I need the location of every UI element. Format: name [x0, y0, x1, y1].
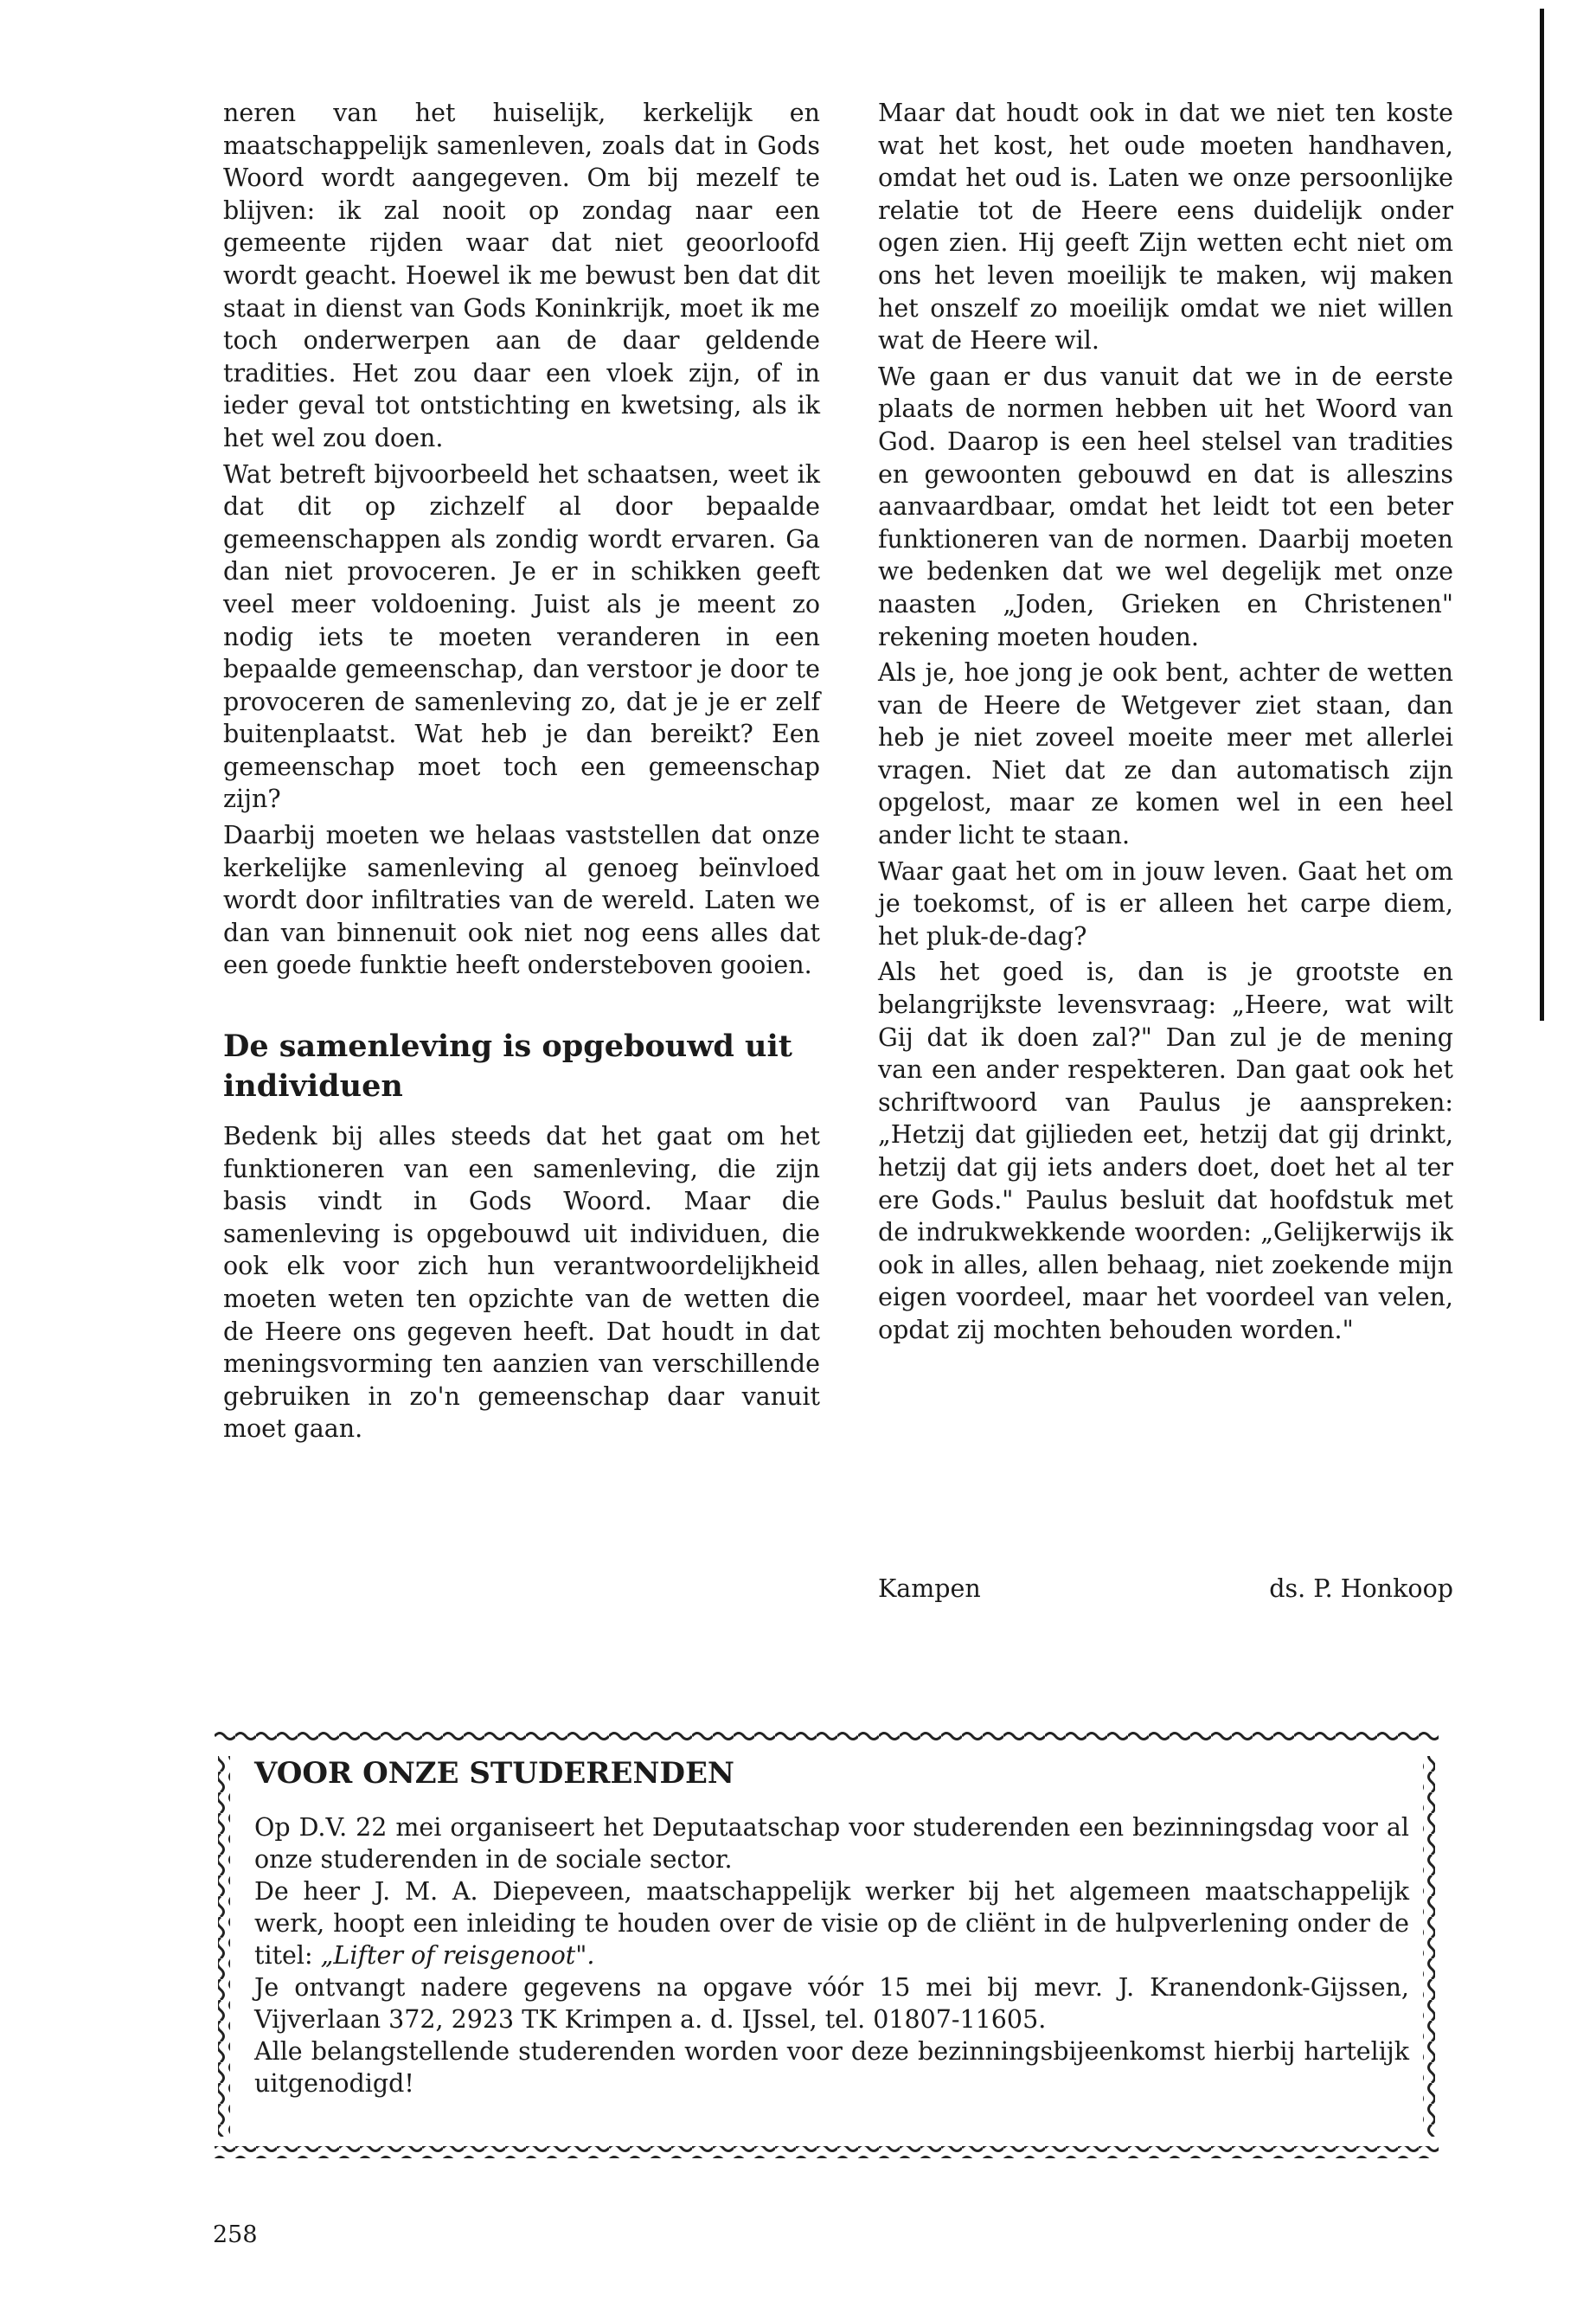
signature-author: ds. P. Honkoop [1269, 1574, 1453, 1603]
page-number: 258 [213, 2221, 258, 2248]
left-paragraph-3: Daarbij moeten we helaas vaststellen dat onze kerkelijke samenleving al genoeg beïnvloed wordt door infiltraties van de wereld. Laten we dan van binnenuit ook niet nog eens alles dat een goede funktie heeft ondersteboven gooien. [223, 821, 820, 980]
left-column [223, 97, 820, 1445]
section-heading: De samenleving is opgebouwd uit individuen [223, 1029, 792, 1105]
right-column [878, 97, 1453, 1347]
left-paragraph-1: neren van het huiselijk, kerkelijk en maatschappelijk samenleven, zoals dat in Gods Woord wordt aangegeven. Om bij mezelf te blijven: ik zal nooit op zondag naar een gemeente rijden waar dat niet geoorloofd wordt geacht. Hoewel ik me bewust ben dat dit staat in dienst van Gods Koninkrijk, moet ik me toch onderwerpen aan de daar geldende tradities. Het zou daar een vloek zijn, of in ieder geval tot ontstichting en kwetsing, als ik het wel zou doen. [223, 99, 820, 452]
notice-line-1: Op D.V. 22 mei organiseert het Deputaatschap voor studerenden een bezinningsdag voor al onze studerenden in de sociale sector. [254, 1813, 1409, 1874]
notice-content [254, 1754, 1409, 2099]
right-paragraph-2: We gaan er dus vanuit dat we in de eerste plaats de normen hebben uit het Woord van God. Daarop is een heel stelsel van tradities en gewoonten gebouwd en dat is alleszins aanvaardbaar, omdat het leidt tot een beter funktioneren van de normen. Daarbij moeten we bedenken dat we wel degelijk met onze naasten „Joden, Grieken en Christenen" rekening moeten houden. [878, 362, 1453, 651]
notice-line-2-text: De heer J. M. A. Diepeveen, maatschappelijk werker bij het algemeen maatschappelijk werk, hoopt een inleiding te houden over de visie op de cliënt in de hulpverlening onder de titel: [254, 1877, 1409, 1970]
right-paragraph-4: Waar gaat het om in jouw leven. Gaat het om je toekomst, of is er alleen het carpe diem, het pluk-de-dag? [878, 856, 1453, 951]
notice-line-4: Alle belangstellende studerenden worden voor deze bezinningsbijeenkomst hierbij hartelijk uitgenodigd! [254, 2037, 1409, 2098]
notice-line-3: Je ontvangt nadere gegevens na opgave vóór 15 mei bij mevr. J. Kranendonk-Gijssen, Vijverlaan 372, 2923 TK Krimpen a. d. IJssel, tel. 01807-11605. [254, 1973, 1409, 2034]
page-edge-line [1540, 9, 1544, 1021]
right-paragraph-3: Als je, hoe jong je ook bent, achter de wetten van de Heere de Wetgever ziet staan, dan heb je niet zoveel moeite meer met allerlei vragen. Niet dat ze dan automatisch zijn opgelost, maar ze komen wel in een heel ander licht te staan. [878, 658, 1453, 850]
right-paragraph-1: Maar dat houdt ook in dat we niet ten koste wat het kost, het oude moeten handhaven, omdat het oud is. Laten we onze persoonlijke relatie tot de Heere eens duidelijk onder ogen zien. Hij geeft Zijn wetten echt niet om ons het leven moeilijk te maken, wij maken het onszelf zo moeilijk omdat we niet willen wat de Heere wil. [878, 99, 1453, 356]
signature [878, 1573, 1453, 1606]
notice-box [215, 1730, 1439, 2158]
notice-title: VOOR ONZE STUDERENDEN [254, 1756, 735, 1791]
signature-place: Kampen [878, 1574, 981, 1603]
left-paragraph-2: Wat betreft bijvoorbeeld het schaatsen, weet ik dat dit op zichzelf al door bepaalde gemeenschappen als zondig wordt ervaren. Ga dan niet provoceren. Je er in schikken geeft veel meer voldoening. Juist als je meent zo nodig iets te moeten veranderen in een bepaalde gemeenschap, dan verstoor je door te provoceren de samenleving zo, dat je je er zelf buitenplaatst. Wat heb je dan bereikt? Een gemeenschap moet toch een gemeenschap zijn? [223, 459, 820, 814]
notice-talk-title: „Lifter of reisgenoot". [320, 1941, 595, 1970]
notice-line-2 [254, 1875, 1409, 1971]
right-paragraph-5: Als het goed is, dan is je grootste en belangrijkste levensvraag: „Heere, wat wilt Gij dat ik doen zal?" Dan zul je de mening van een ander respekteren. Dan gaat ook het schriftwoord van Paulus je aanspreken: „Hetzij dat gijlieden eet, hetzij dat gij drinkt, hetzij dat gij iets anders doet, doet het al ter ere Gods." Paulus besluit dat hoofdstuk met de indrukwekkende woorden: „Gelijkerwijs ik ook in alles, allen behaag, niet zoekende mijn eigen voordeel, maar het voordeel van velen, opdat zij mochten behouden worden." [878, 958, 1453, 1344]
left-paragraph-4: Bedenk bij alles steeds dat het gaat om het funktioneren van een samenleving, die zijn basis vindt in Gods Woord. Maar die samenleving is opgebouwd uit individuen, die ook elk voor zich hun verantwoordelijkheid moeten weten ten opzichte van de wetten die de Heere ons gegeven heeft. Dat houdt in dat meningsvorming ten aanzien van verschillende gebruiken in zo'n gemeenschap daar vanuit moet gaan. [223, 1122, 820, 1444]
